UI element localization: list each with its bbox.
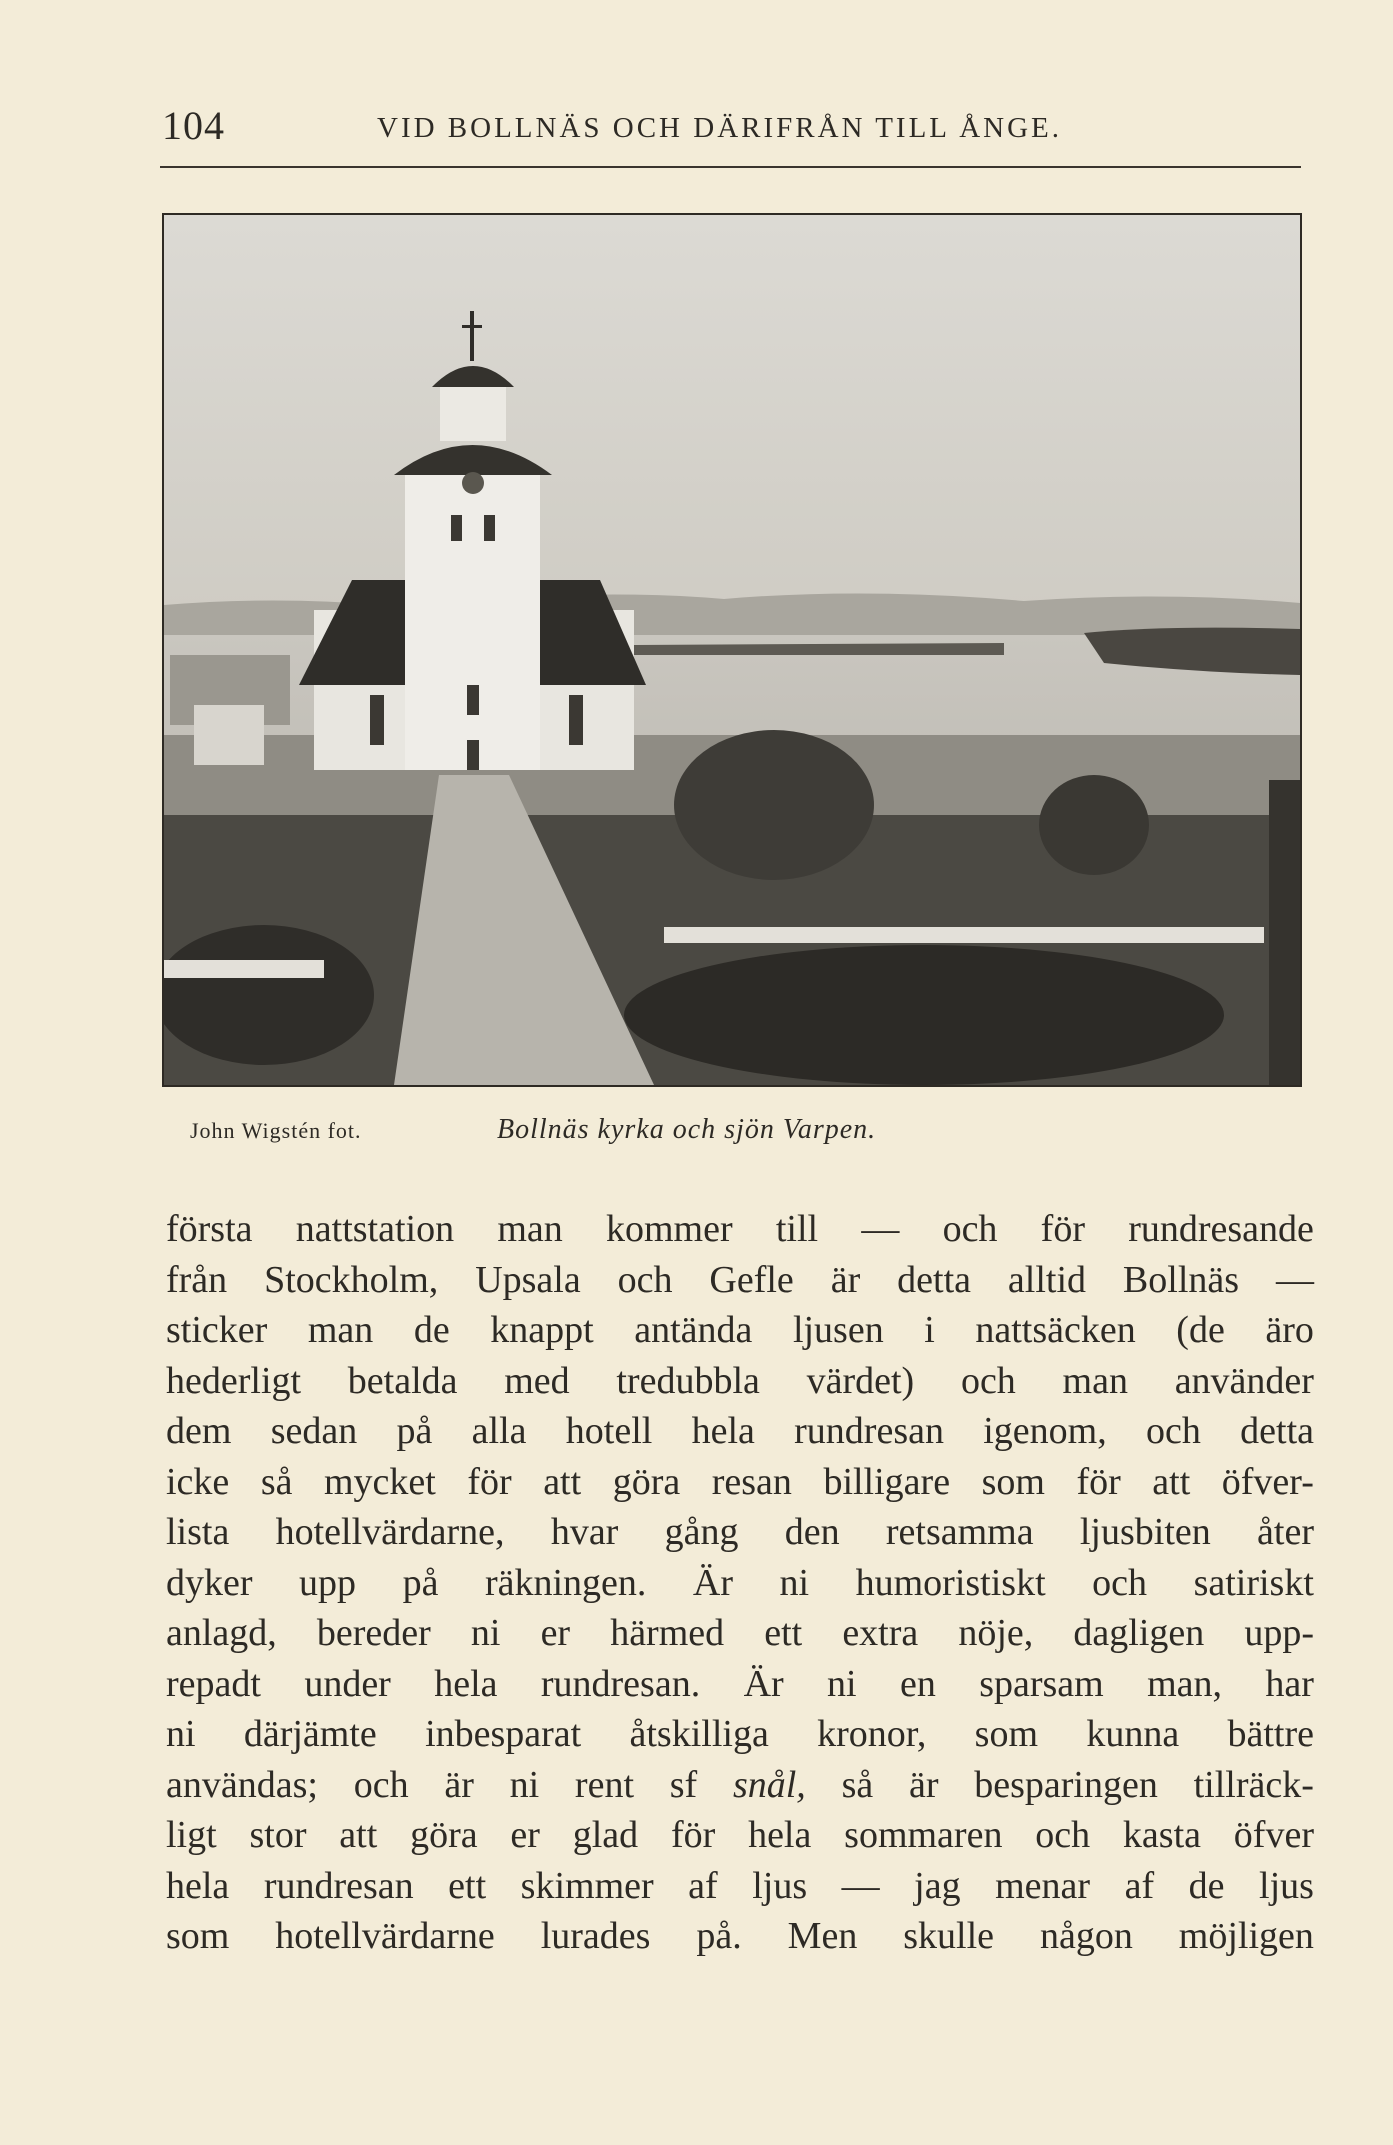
word: alla — [471, 1410, 527, 1452]
word: äro — [1265, 1309, 1314, 1351]
word: använder — [1174, 1359, 1314, 1402]
cross — [470, 311, 474, 361]
text-line — [166, 1305, 1314, 1356]
word: kunna — [1086, 1713, 1180, 1755]
text-line — [166, 1457, 1314, 1508]
word: ett — [764, 1612, 803, 1654]
nave-window — [569, 695, 583, 745]
word: lista — [166, 1511, 230, 1553]
word: användas; — [166, 1763, 318, 1806]
word: nattsäcken — [975, 1309, 1136, 1351]
word: de — [413, 1309, 450, 1351]
word: er — [540, 1612, 571, 1654]
word: hela — [691, 1410, 755, 1452]
word: den — [784, 1511, 840, 1553]
text-line — [166, 1558, 1314, 1609]
word: resan — [711, 1460, 792, 1503]
word: ni — [166, 1713, 196, 1755]
word: menar — [995, 1864, 1091, 1907]
word: ligt — [166, 1814, 217, 1856]
church-photograph — [162, 213, 1302, 1087]
word: på. — [696, 1915, 742, 1957]
photo-credit: John Wigstén fot. — [190, 1118, 362, 1143]
word: med — [504, 1359, 570, 1402]
text-line — [166, 1709, 1314, 1760]
word: och — [1035, 1814, 1091, 1856]
word: till — [775, 1208, 819, 1250]
word: alltid — [1007, 1258, 1087, 1301]
tower-window — [467, 685, 479, 715]
word: ljusen — [792, 1309, 884, 1351]
word: så — [841, 1763, 874, 1806]
word: upp — [299, 1561, 357, 1604]
word: hotellvärdarne, — [275, 1511, 505, 1553]
word: och — [960, 1359, 1016, 1402]
word: räkningen. — [484, 1561, 647, 1604]
word: skulle — [903, 1915, 995, 1957]
word: för — [1040, 1208, 1085, 1250]
word: Är — [743, 1662, 784, 1705]
text-line — [166, 1204, 1314, 1255]
word: och — [353, 1763, 409, 1806]
word: från — [166, 1258, 228, 1301]
word: därjämte — [243, 1713, 377, 1755]
word: någon — [1039, 1915, 1133, 1957]
word: och — [942, 1208, 998, 1250]
word: så — [260, 1460, 293, 1503]
word: stor — [249, 1814, 307, 1856]
word: upp- — [1244, 1612, 1314, 1654]
word: snål, — [732, 1763, 806, 1806]
word: för — [670, 1814, 716, 1856]
word: första — [166, 1208, 253, 1250]
word: dyker — [166, 1561, 253, 1604]
word: att — [339, 1814, 378, 1856]
word: hela — [434, 1662, 498, 1705]
word: Upsala — [475, 1258, 581, 1301]
word: dem — [166, 1410, 232, 1452]
word: hotell — [565, 1410, 653, 1452]
word: betalda — [347, 1359, 458, 1402]
clock-face — [462, 472, 484, 494]
word: — — [841, 1864, 880, 1907]
word: åtskilliga — [629, 1713, 769, 1755]
word: inbesparat — [425, 1713, 582, 1755]
word: Bollnäs — [1122, 1258, 1240, 1301]
word: värdet) — [806, 1359, 915, 1402]
word: repadt — [166, 1662, 261, 1705]
word: extra — [842, 1612, 919, 1654]
shrub — [164, 925, 374, 1065]
text-line — [166, 1861, 1314, 1912]
word: sf — [669, 1763, 698, 1806]
word: glad — [572, 1814, 639, 1856]
word: ljusbiten — [1079, 1511, 1211, 1553]
word: ni — [509, 1763, 540, 1806]
word: har — [1265, 1662, 1314, 1705]
word: tredubbla — [616, 1359, 760, 1402]
white-house — [194, 705, 264, 765]
word: ett — [448, 1864, 487, 1907]
word: hela — [748, 1814, 812, 1856]
word: de — [1188, 1864, 1225, 1907]
word: er — [510, 1814, 540, 1856]
page-number: 104 — [162, 103, 225, 148]
text-line — [166, 1507, 1314, 1558]
shrub — [1039, 775, 1149, 875]
word: rundresan — [263, 1864, 414, 1907]
word: hederligt — [166, 1359, 302, 1402]
word: satiriskt — [1193, 1561, 1314, 1604]
word: nöje, — [958, 1612, 1034, 1654]
word: att — [543, 1460, 582, 1503]
text-line — [166, 1760, 1314, 1811]
word: som — [166, 1915, 230, 1957]
picket-fence — [164, 960, 324, 978]
word: billigare — [823, 1460, 951, 1503]
far-shore-trees — [634, 643, 1004, 655]
text-line — [166, 1810, 1314, 1861]
word: möjligen — [1178, 1915, 1314, 1957]
word: ljus — [752, 1864, 808, 1907]
shed — [1269, 780, 1300, 1085]
text-line — [166, 1356, 1314, 1407]
hedge — [624, 945, 1224, 1085]
word: man, — [1147, 1662, 1223, 1705]
word: bereder — [316, 1612, 431, 1654]
word: och — [1092, 1561, 1148, 1604]
word: hotellvärdarne — [275, 1915, 495, 1957]
word: är — [444, 1763, 474, 1806]
word: detta — [897, 1258, 971, 1301]
running-head: VID BOLLNÄS OCH DÄRIFRÅN TILL ÅNGE. — [377, 112, 1062, 144]
header-rule — [160, 166, 1301, 168]
text-line — [166, 1255, 1314, 1306]
word: kronor, — [817, 1713, 927, 1755]
word: retsamma — [885, 1511, 1034, 1553]
word: rent — [574, 1763, 634, 1806]
word: rundresan — [794, 1410, 944, 1452]
word: göra — [612, 1460, 681, 1503]
word: (de — [1176, 1309, 1225, 1351]
word: gång — [664, 1511, 739, 1553]
word: rundresande — [1128, 1208, 1314, 1250]
word: under — [304, 1662, 391, 1705]
word: rundresan. — [540, 1662, 701, 1705]
word: en — [899, 1662, 936, 1705]
word: anlagd, — [166, 1612, 277, 1654]
word: af — [1124, 1864, 1155, 1907]
word: att — [1152, 1460, 1191, 1503]
word: ni — [779, 1561, 810, 1604]
picket-fence — [664, 927, 1264, 943]
word: som — [974, 1713, 1039, 1755]
text-line — [166, 1406, 1314, 1457]
word: humoristiskt — [855, 1561, 1046, 1604]
word: besparingen — [974, 1763, 1158, 1806]
word: detta — [1240, 1410, 1314, 1452]
word: af — [688, 1864, 718, 1907]
word: Gefle — [709, 1258, 794, 1301]
word: öfver- — [1221, 1460, 1314, 1503]
word: göra — [410, 1814, 478, 1856]
word: lurades — [540, 1915, 651, 1957]
word: och — [617, 1258, 673, 1301]
word: igenom, — [983, 1410, 1107, 1452]
word: skimmer — [520, 1864, 654, 1907]
word: är — [908, 1763, 939, 1806]
word: — — [1275, 1258, 1314, 1301]
word: icke — [166, 1460, 230, 1503]
word: ljus — [1259, 1864, 1314, 1907]
word: man — [1062, 1359, 1128, 1402]
tower-window — [451, 515, 462, 541]
word: sommaren — [844, 1814, 1003, 1856]
word: hela — [166, 1864, 230, 1907]
word: åter — [1257, 1511, 1314, 1553]
text-line — [166, 1659, 1314, 1710]
word: öfver — [1233, 1814, 1314, 1856]
word: sparsam — [979, 1662, 1104, 1705]
word: ni — [470, 1612, 501, 1654]
word: Är — [692, 1561, 734, 1604]
church-door — [467, 740, 479, 770]
word: är — [830, 1258, 861, 1301]
word: tillräck- — [1193, 1763, 1314, 1806]
word: på — [396, 1410, 433, 1452]
word: och — [1146, 1410, 1201, 1452]
word: nattstation — [295, 1208, 455, 1250]
word: mycket — [323, 1460, 436, 1503]
shrub — [674, 730, 874, 880]
word: man — [307, 1309, 374, 1351]
page-header — [162, 98, 1302, 148]
word: — — [861, 1208, 900, 1250]
word: Stockholm, — [264, 1258, 439, 1301]
word: härmed — [610, 1612, 725, 1654]
sky — [164, 215, 1300, 615]
word: knappt — [490, 1309, 594, 1351]
word: ni — [827, 1662, 857, 1705]
lantern — [440, 385, 506, 441]
word: sedan — [270, 1410, 358, 1452]
word: Men — [787, 1915, 858, 1957]
body-text — [166, 1204, 1314, 1962]
figure-caption: Bollnäs kyrka och sjön Varpen. — [497, 1114, 877, 1145]
word: man — [497, 1208, 563, 1250]
word: som — [981, 1460, 1045, 1503]
word: på — [402, 1561, 439, 1604]
word: för — [467, 1460, 512, 1503]
nave-window — [370, 695, 384, 745]
word: i — [924, 1309, 935, 1351]
word: dagligen — [1073, 1612, 1205, 1654]
word: sticker — [166, 1309, 268, 1351]
tower-window — [484, 515, 495, 541]
word: jag — [914, 1864, 961, 1907]
text-line — [166, 1608, 1314, 1659]
word: för — [1076, 1460, 1121, 1503]
word: kommer — [605, 1208, 733, 1250]
word: antända — [634, 1309, 753, 1351]
word: bättre — [1227, 1713, 1314, 1755]
church-tower — [405, 470, 540, 770]
word: kasta — [1122, 1814, 1201, 1856]
word: hvar — [550, 1511, 619, 1553]
text-line — [166, 1911, 1314, 1962]
